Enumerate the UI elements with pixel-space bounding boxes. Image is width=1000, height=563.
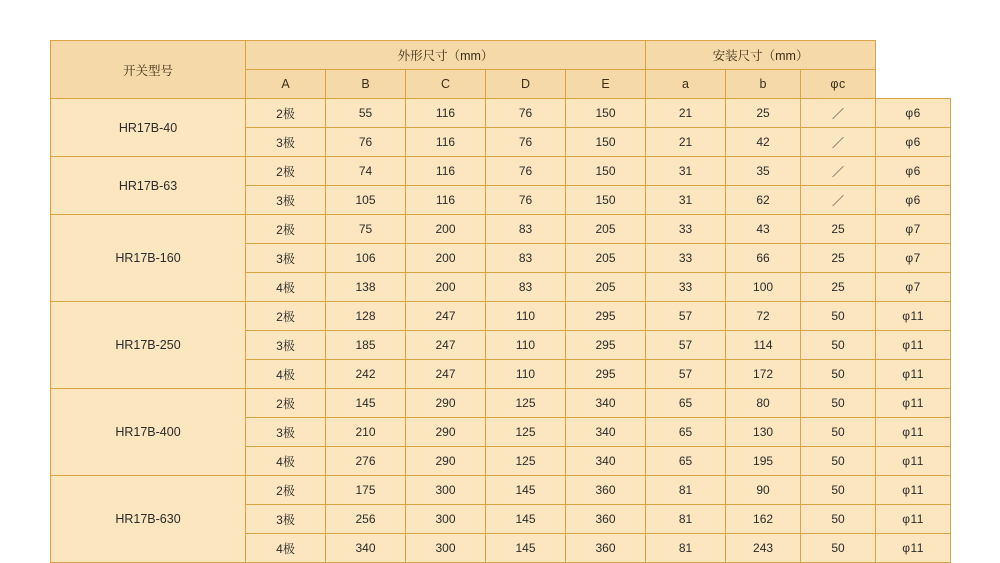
value-A: 76 <box>326 128 406 157</box>
value-B: 116 <box>406 186 486 215</box>
value-D: 340 <box>566 447 646 476</box>
value-B: 247 <box>406 331 486 360</box>
value-b: 50 <box>801 418 876 447</box>
value-A: 340 <box>326 534 406 563</box>
value-C: 145 <box>486 476 566 505</box>
header-col-D: D <box>486 70 566 99</box>
value-A: 145 <box>326 389 406 418</box>
value-A: 75 <box>326 215 406 244</box>
table-row <box>51 302 951 331</box>
value-E: 21 <box>646 128 726 157</box>
value-C: 76 <box>486 186 566 215</box>
value-b: 50 <box>801 505 876 534</box>
value-a: 35 <box>726 157 801 186</box>
value-A: 138 <box>326 273 406 302</box>
value-E: 65 <box>646 447 726 476</box>
value-D: 205 <box>566 273 646 302</box>
model-cell: HR17B-63 <box>51 157 246 215</box>
value-a: 172 <box>726 360 801 389</box>
value-E: 33 <box>646 215 726 244</box>
value-C: 110 <box>486 302 566 331</box>
value-D: 295 <box>566 331 646 360</box>
value-D: 150 <box>566 186 646 215</box>
value-phic: φ6 <box>876 186 951 215</box>
value-b: ／ <box>801 186 876 215</box>
value-b: ／ <box>801 157 876 186</box>
value-B: 300 <box>406 534 486 563</box>
value-A: 74 <box>326 157 406 186</box>
value-B: 116 <box>406 128 486 157</box>
table-row <box>51 99 951 128</box>
value-phic: φ11 <box>876 331 951 360</box>
value-b: 50 <box>801 389 876 418</box>
table-header <box>51 41 951 99</box>
pole-cell: 4极 <box>246 447 326 476</box>
value-A: 55 <box>326 99 406 128</box>
pole-cell: 3极 <box>246 331 326 360</box>
value-A: 276 <box>326 447 406 476</box>
model-cell: HR17B-400 <box>51 389 246 476</box>
pole-cell: 2极 <box>246 476 326 505</box>
value-B: 290 <box>406 418 486 447</box>
value-phic: φ7 <box>876 273 951 302</box>
value-a: 162 <box>726 505 801 534</box>
header-col-b: b <box>726 70 801 99</box>
header-model: 开关型号 <box>51 41 246 99</box>
value-B: 247 <box>406 302 486 331</box>
value-A: 242 <box>326 360 406 389</box>
value-C: 76 <box>486 128 566 157</box>
value-E: 33 <box>646 273 726 302</box>
value-b: 50 <box>801 331 876 360</box>
value-B: 247 <box>406 360 486 389</box>
value-b: 50 <box>801 476 876 505</box>
header-col-E: E <box>566 70 646 99</box>
pole-cell: 2极 <box>246 389 326 418</box>
header-group-outline: 外形尺寸（mm） <box>246 41 646 70</box>
header-col-B: B <box>326 70 406 99</box>
model-cell: HR17B-250 <box>51 302 246 389</box>
header-col-C: C <box>406 70 486 99</box>
dimension-table <box>50 40 951 563</box>
value-a: 100 <box>726 273 801 302</box>
value-D: 150 <box>566 99 646 128</box>
value-D: 150 <box>566 157 646 186</box>
value-b: ／ <box>801 99 876 128</box>
value-phic: φ11 <box>876 534 951 563</box>
value-D: 205 <box>566 244 646 273</box>
value-a: 114 <box>726 331 801 360</box>
pole-cell: 2极 <box>246 99 326 128</box>
value-E: 31 <box>646 186 726 215</box>
table-row <box>51 389 951 418</box>
value-C: 110 <box>486 360 566 389</box>
value-a: 43 <box>726 215 801 244</box>
value-C: 83 <box>486 244 566 273</box>
value-D: 340 <box>566 418 646 447</box>
header-col-a: a <box>646 70 726 99</box>
value-B: 300 <box>406 476 486 505</box>
value-E: 33 <box>646 244 726 273</box>
value-C: 83 <box>486 273 566 302</box>
value-B: 300 <box>406 505 486 534</box>
value-phic: φ6 <box>876 128 951 157</box>
pole-cell: 3极 <box>246 128 326 157</box>
value-D: 360 <box>566 476 646 505</box>
value-E: 57 <box>646 302 726 331</box>
value-E: 21 <box>646 99 726 128</box>
value-E: 81 <box>646 505 726 534</box>
value-b: 50 <box>801 534 876 563</box>
value-phic: φ6 <box>876 157 951 186</box>
value-phic: φ11 <box>876 447 951 476</box>
table-row <box>51 215 951 244</box>
value-a: 42 <box>726 128 801 157</box>
value-C: 145 <box>486 534 566 563</box>
model-cell: HR17B-40 <box>51 99 246 157</box>
header-group-install: 安装尺寸（mm） <box>646 41 876 70</box>
value-a: 90 <box>726 476 801 505</box>
pole-cell: 2极 <box>246 157 326 186</box>
value-C: 125 <box>486 447 566 476</box>
table-header-row-groups <box>51 41 951 70</box>
value-a: 62 <box>726 186 801 215</box>
value-B: 116 <box>406 99 486 128</box>
value-C: 145 <box>486 505 566 534</box>
value-E: 81 <box>646 534 726 563</box>
value-D: 295 <box>566 360 646 389</box>
pole-cell: 3极 <box>246 418 326 447</box>
value-phic: φ11 <box>876 360 951 389</box>
value-b: ／ <box>801 128 876 157</box>
value-phic: φ11 <box>876 418 951 447</box>
value-b: 50 <box>801 360 876 389</box>
value-b: 50 <box>801 302 876 331</box>
value-B: 290 <box>406 447 486 476</box>
value-a: 130 <box>726 418 801 447</box>
value-a: 243 <box>726 534 801 563</box>
value-E: 65 <box>646 418 726 447</box>
value-a: 25 <box>726 99 801 128</box>
table-row <box>51 476 951 505</box>
value-a: 195 <box>726 447 801 476</box>
model-cell: HR17B-630 <box>51 476 246 563</box>
value-E: 65 <box>646 389 726 418</box>
value-phic: φ11 <box>876 389 951 418</box>
value-E: 81 <box>646 476 726 505</box>
pole-cell: 3极 <box>246 505 326 534</box>
value-b: 25 <box>801 273 876 302</box>
value-phic: φ11 <box>876 476 951 505</box>
value-A: 256 <box>326 505 406 534</box>
value-phic: φ6 <box>876 99 951 128</box>
value-C: 125 <box>486 418 566 447</box>
header-col-phic: φc <box>801 70 876 99</box>
value-E: 31 <box>646 157 726 186</box>
value-C: 76 <box>486 157 566 186</box>
value-D: 150 <box>566 128 646 157</box>
pole-cell: 4极 <box>246 273 326 302</box>
value-A: 175 <box>326 476 406 505</box>
value-C: 125 <box>486 389 566 418</box>
value-E: 57 <box>646 360 726 389</box>
value-A: 185 <box>326 331 406 360</box>
value-E: 57 <box>646 331 726 360</box>
value-C: 83 <box>486 215 566 244</box>
value-b: 25 <box>801 244 876 273</box>
pole-cell: 2极 <box>246 215 326 244</box>
value-A: 128 <box>326 302 406 331</box>
value-A: 106 <box>326 244 406 273</box>
value-C: 76 <box>486 99 566 128</box>
pole-cell: 3极 <box>246 186 326 215</box>
value-B: 200 <box>406 215 486 244</box>
value-D: 360 <box>566 505 646 534</box>
value-b: 50 <box>801 447 876 476</box>
pole-cell: 4极 <box>246 360 326 389</box>
value-phic: φ11 <box>876 505 951 534</box>
value-a: 66 <box>726 244 801 273</box>
value-B: 290 <box>406 389 486 418</box>
pole-cell: 4极 <box>246 534 326 563</box>
value-D: 205 <box>566 215 646 244</box>
header-col-A: A <box>246 70 326 99</box>
value-D: 295 <box>566 302 646 331</box>
value-A: 210 <box>326 418 406 447</box>
table-row <box>51 157 951 186</box>
table-body <box>51 99 951 563</box>
value-phic: φ7 <box>876 244 951 273</box>
value-A: 105 <box>326 186 406 215</box>
value-B: 200 <box>406 273 486 302</box>
value-a: 80 <box>726 389 801 418</box>
value-D: 360 <box>566 534 646 563</box>
pole-cell: 3极 <box>246 244 326 273</box>
model-cell: HR17B-160 <box>51 215 246 302</box>
value-b: 25 <box>801 215 876 244</box>
value-phic: φ7 <box>876 215 951 244</box>
value-a: 72 <box>726 302 801 331</box>
value-phic: φ11 <box>876 302 951 331</box>
value-B: 116 <box>406 157 486 186</box>
value-D: 340 <box>566 389 646 418</box>
value-B: 200 <box>406 244 486 273</box>
value-C: 110 <box>486 331 566 360</box>
pole-cell: 2极 <box>246 302 326 331</box>
